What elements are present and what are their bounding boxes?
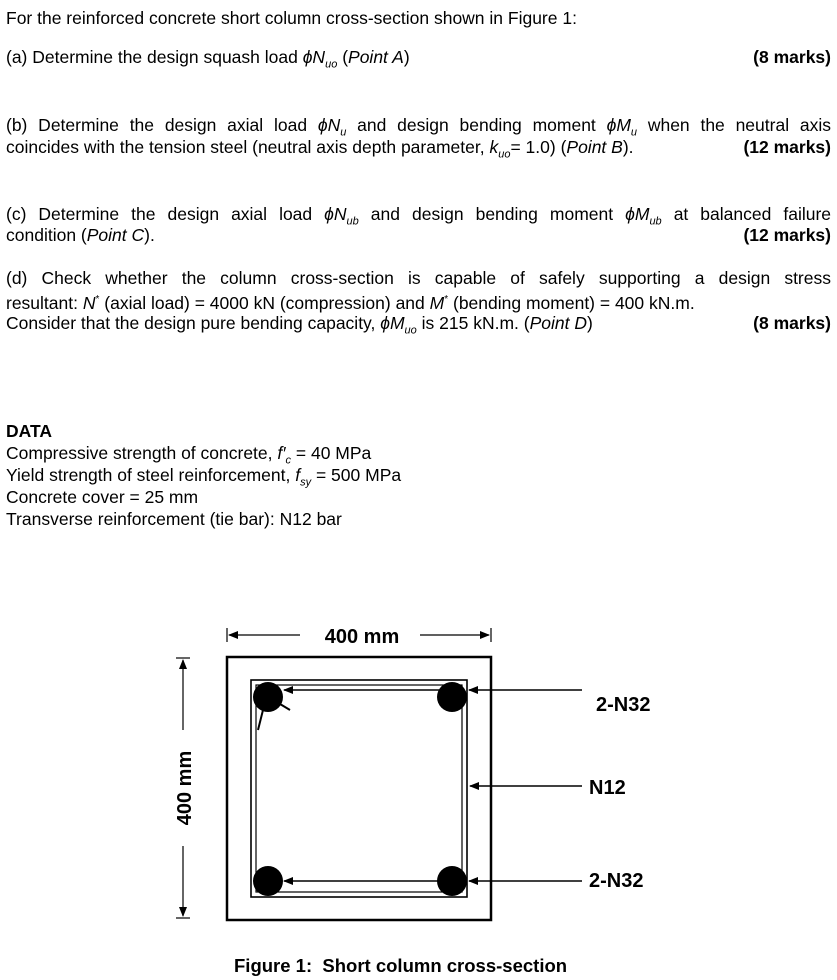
part-a-marks: (8 marks) [753, 47, 831, 67]
data-fc: Compressive strength of concrete, $f'_c = 40$ MPa [6, 443, 372, 467]
intro-text: For the reinforced concrete short column cross-section shown in Figure 1: [6, 8, 577, 28]
label-tie: N12 [589, 777, 626, 799]
tie-bar-inner [256, 685, 462, 892]
bar-bottom-left [253, 866, 283, 896]
data-fsy: Yield strength of steel reinforcement, $f_{sy} = 500$ MPa [6, 465, 402, 489]
part-b-line2: coincides with the tension steel (neutral axis depth parameter, $k_{uo}= 1.0$) (Point B). (12 marks) [6, 137, 831, 161]
width-dimension [227, 626, 491, 648]
label-top-bars: 2-N32 [596, 694, 651, 716]
data-heading: DATA [6, 421, 53, 441]
part-d-line3: Consider that the design pure bending capacity, $\phi M_{uo}$ is 215 kN.m. (Point D) (8 marks) [6, 313, 831, 337]
label-bottom-bars: 2-N32 [589, 870, 644, 892]
width-label: 400 mm [324, 626, 400, 648]
part-a-text: (a) Determine the design squash load $\phi N_{uo}$ (Point A) [6, 47, 410, 71]
part-d-line1: (d) Check whether the column cross-section is capable of safely supporting a design stress [6, 268, 831, 288]
data-cover: Concrete cover = 25 mm [6, 487, 199, 507]
bar-top-right [437, 682, 467, 712]
tie-bar-outer [251, 680, 467, 897]
height-dimension [174, 658, 196, 918]
part-c-marks: (12 marks) [743, 225, 831, 245]
bar-top-left [253, 682, 283, 712]
data-transverse: Transverse reinforcement (tie bar): N12 bar [6, 509, 342, 529]
part-d-marks: (8 marks) [753, 313, 831, 333]
part-c-line1: (c) Determine the design axial load $\phi N_{ub}$ and design bending moment $\phi M_{ub}$ at balanced failure [6, 204, 832, 228]
part-d-line2: resultant: N* (axial load) = 4000 kN (compression) and M* (bending moment) = 400 kN.m. [6, 292, 695, 313]
figure-caption: Figure 1: Short column cross-section [234, 955, 568, 976]
height-label: 400 mm [174, 750, 196, 826]
part-b-marks: (12 marks) [743, 137, 831, 157]
part-c-line2: condition (Point C). (12 marks) [6, 225, 831, 245]
part-b-line1: (b) Determine the design axial load $\phi N_u$ and design bending moment $\phi M_u$ when the neutral axis [6, 115, 831, 139]
